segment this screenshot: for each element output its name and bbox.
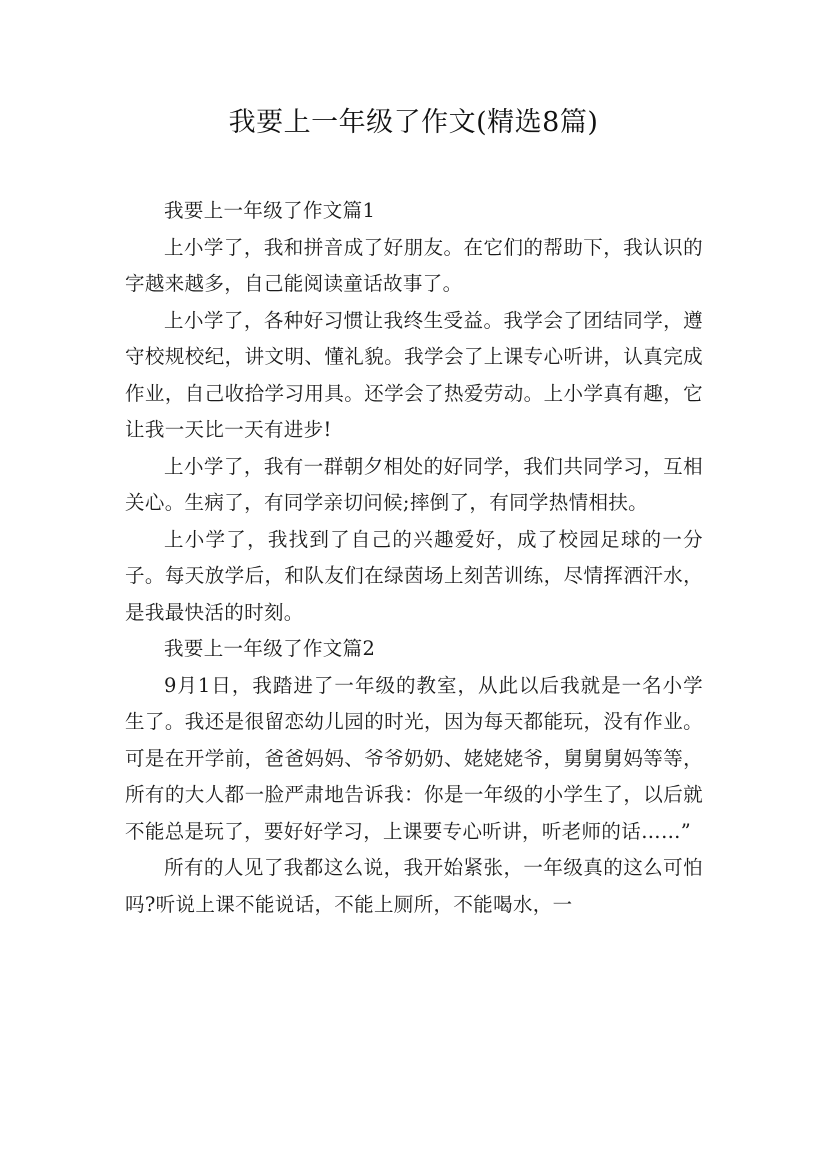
section-heading-1: 我要上一年级了作文篇1	[164, 199, 376, 222]
paragraph: 上小学了，我和拼音成了好朋友。在它们的帮助下，我认识的字越来越多，自己能阅读童话故事了。	[125, 235, 703, 295]
document-title: 我要上一年级了作文(精选8篇)	[228, 107, 599, 138]
document-body	[125, 193, 703, 923]
paragraph: 上小学了，各种好习惯让我终生受益。我学会了团结同学，遵守校规校纪，讲文明、懂礼貌。我学会了上课专心听讲，认真完成作业，自己收拾学习用具。还学会了热爱劳动。上小学真有趣，它让我一天比一天有进步!	[125, 308, 703, 441]
paragraph: 上小学了，我有一群朝夕相处的好同学，我们共同学习，互相关心。生病了，有同学亲切问候;摔倒了，有同学热情相扶。	[125, 454, 703, 514]
paragraph: 所有的人见了我都这么说，我开始紧张，一年级真的这么可怕吗?听说上课不能说话，不能上厕所，不能喝水，一	[125, 856, 703, 916]
paragraph: 上小学了，我找到了自己的兴趣爱好，成了校园足球的一分子。每天放学后，和队友们在绿茵场上刻苦训练，尽情挥洒汗水，是我最快活的时刻。	[125, 527, 703, 624]
section-heading-2: 我要上一年级了作文篇2	[164, 637, 376, 660]
paragraph: 9月1日，我踏进了一年级的教室，从此以后我就是一名小学生了。我还是很留恋幼儿园的时光，因为每天都能玩，没有作业。可是在开学前，爸爸妈妈、爷爷奶奶、姥姥姥爷，舅舅舅妈等等，所有的大人都一脸严肃地告诉我：你是一年级的小学生了，以后就不能总是玩了，要好好学习，上课要专心听讲，听老师的话……”	[125, 673, 703, 843]
